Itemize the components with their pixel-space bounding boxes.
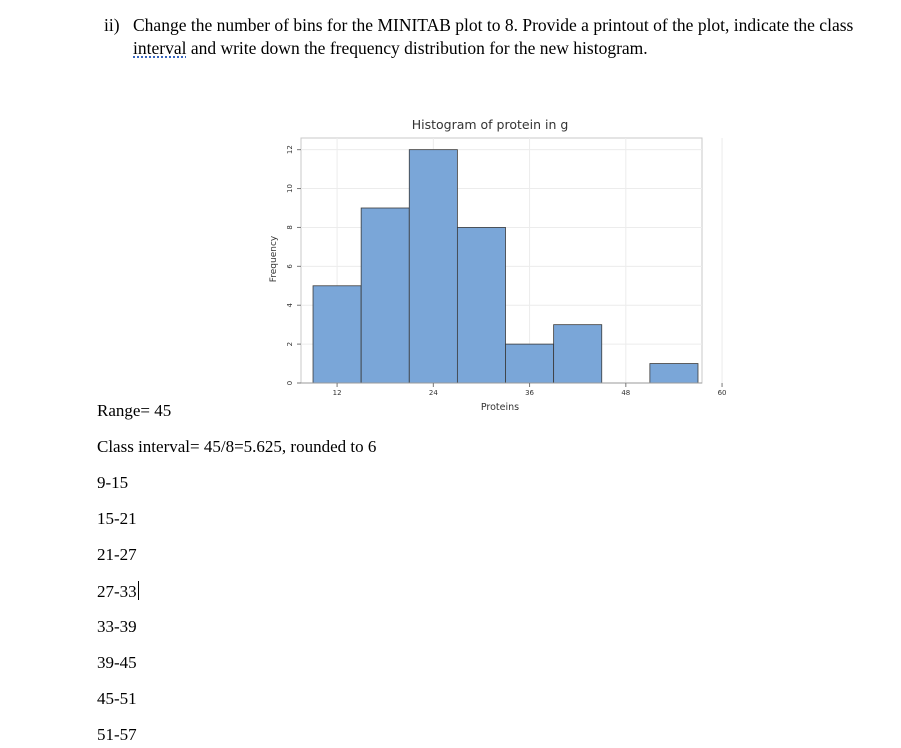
histogram-bar: [313, 286, 361, 383]
y-tick-label: 8: [286, 225, 294, 230]
interval-item: 15-21: [97, 509, 137, 528]
misspelled-word: interval: [133, 38, 187, 58]
interval-item: 27-33: [97, 582, 137, 601]
y-tick-label: 4: [286, 302, 294, 308]
interval-item: 45-51: [97, 689, 137, 708]
x-tick-label: 60: [717, 389, 727, 397]
y-tick-label: 0: [286, 380, 294, 386]
y-tick-label: 10: [286, 184, 294, 194]
interval-item: 39-45: [97, 653, 137, 672]
histogram-bar: [457, 227, 505, 383]
interval-item: 33-39: [97, 617, 137, 636]
histogram-bar: [361, 208, 409, 383]
interval-item: 9-15: [97, 473, 129, 492]
interval-item: 21-27: [97, 545, 137, 564]
x-tick-label: 36: [525, 389, 535, 397]
class-interval-text: Class interval= 45/8=5.625, rounded to 6: [97, 437, 377, 456]
range-text: Range= 45: [97, 401, 172, 420]
histogram-bar: [554, 325, 602, 383]
histogram-bar: [506, 344, 554, 383]
histogram-bar: [650, 364, 698, 383]
x-tick-label: 24: [428, 389, 438, 397]
text-cursor: [138, 581, 139, 600]
x-tick-label: 48: [621, 389, 631, 397]
question-line-2: and write down the frequency distribution for the new histogram.: [186, 38, 648, 58]
interval-item: 51-57: [97, 725, 137, 744]
question-number: ii): [104, 15, 120, 35]
x-tick-label: 12: [332, 389, 342, 397]
interval-item-with-cursor: [97, 581, 139, 602]
histogram-chart: [255, 110, 727, 420]
y-tick-label: 2: [286, 341, 294, 347]
y-axis-label: Frequency: [269, 235, 279, 283]
y-tick-label: 12: [286, 145, 294, 155]
histogram-bar: [409, 150, 457, 383]
chart-title: Histogram of protein in g: [411, 117, 569, 132]
question-body: [133, 14, 893, 60]
y-tick-label: 6: [286, 264, 294, 269]
question-line-1: Change the number of bins for the MINITAB plot to 8. Provide a printout of the plot, indicate the class: [133, 15, 854, 35]
x-axis-label: Proteins: [480, 402, 520, 413]
